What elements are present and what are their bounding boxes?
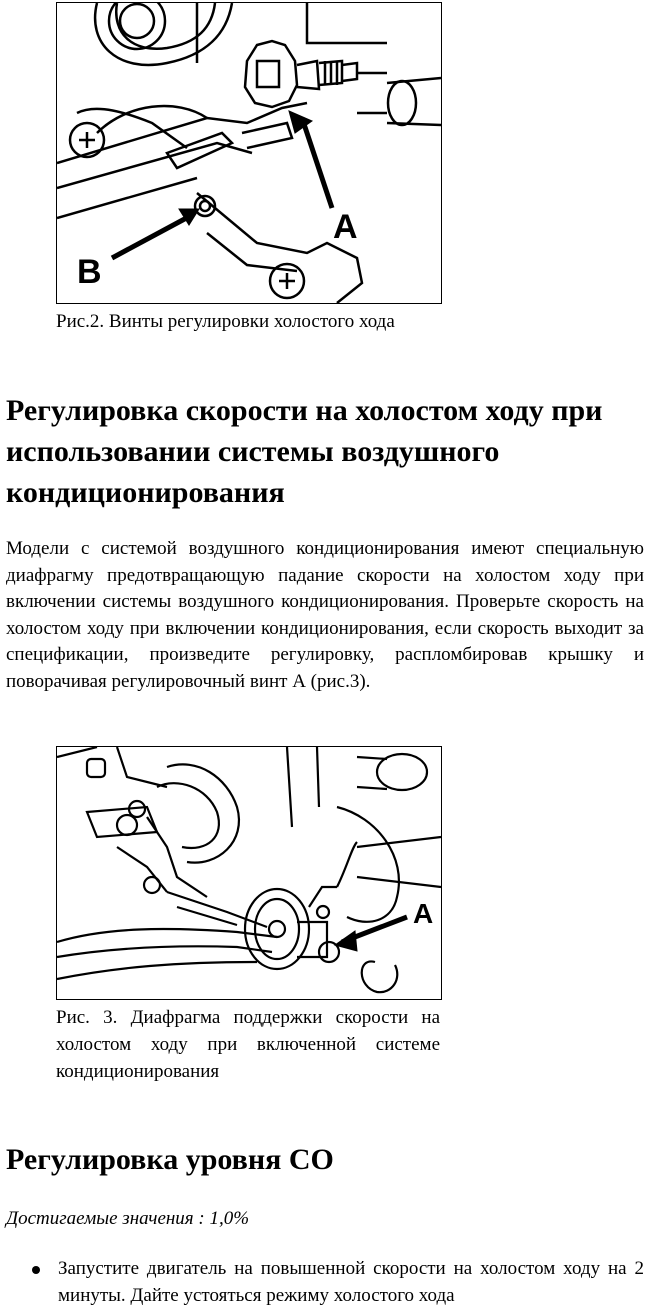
bullet-icon bbox=[32, 1266, 40, 1274]
figure-2-label-a: A bbox=[333, 208, 358, 246]
figure-3-caption: Рис. 3. Диафрагма поддержки скорости на холостом ходу при включенной системе кондиционирования bbox=[56, 1007, 440, 1082]
figure-3-label-a: A bbox=[413, 898, 434, 929]
carburetor-drawing bbox=[57, 3, 441, 303]
figure-2-image bbox=[56, 2, 442, 304]
instruction-item bbox=[6, 1256, 644, 1309]
section-paragraph-idle-ac: Модели с системой воздушного кондиционирования имеют специальную диафрагму предотвращающую падание скорости на холостом ходу при включении системы воздушного кондиционирования. Проверьте скорость на холостом ходу при включении кондиционирования, если скорость выходит за спецификации, произведите регулировку, распломбировав крышку и поворачивая регулировочный винт А (рис.3). bbox=[6, 538, 644, 692]
instruction-text: Запустите двигатель на повышенной скорости на холостом ходу на 2 минуты. Дайте устояться режиму холостого хода bbox=[58, 1258, 644, 1306]
figure-3-image bbox=[56, 746, 442, 1000]
target-value-text: Достигаемые значения : 1,0% bbox=[6, 1208, 250, 1229]
section-heading-co-level: Регулировка уровня СО bbox=[6, 1143, 334, 1176]
section-heading-idle-ac: Регулировка скорости на холостом ходу при использовании системы воздушного кондиционирования bbox=[6, 394, 603, 509]
figure-2-label-b: B bbox=[77, 253, 102, 291]
diaphragm-drawing bbox=[57, 747, 441, 992]
figure-2-caption: Рис.2. Винты регулировки холостого хода bbox=[56, 311, 395, 332]
instruction-list bbox=[6, 1256, 644, 1309]
